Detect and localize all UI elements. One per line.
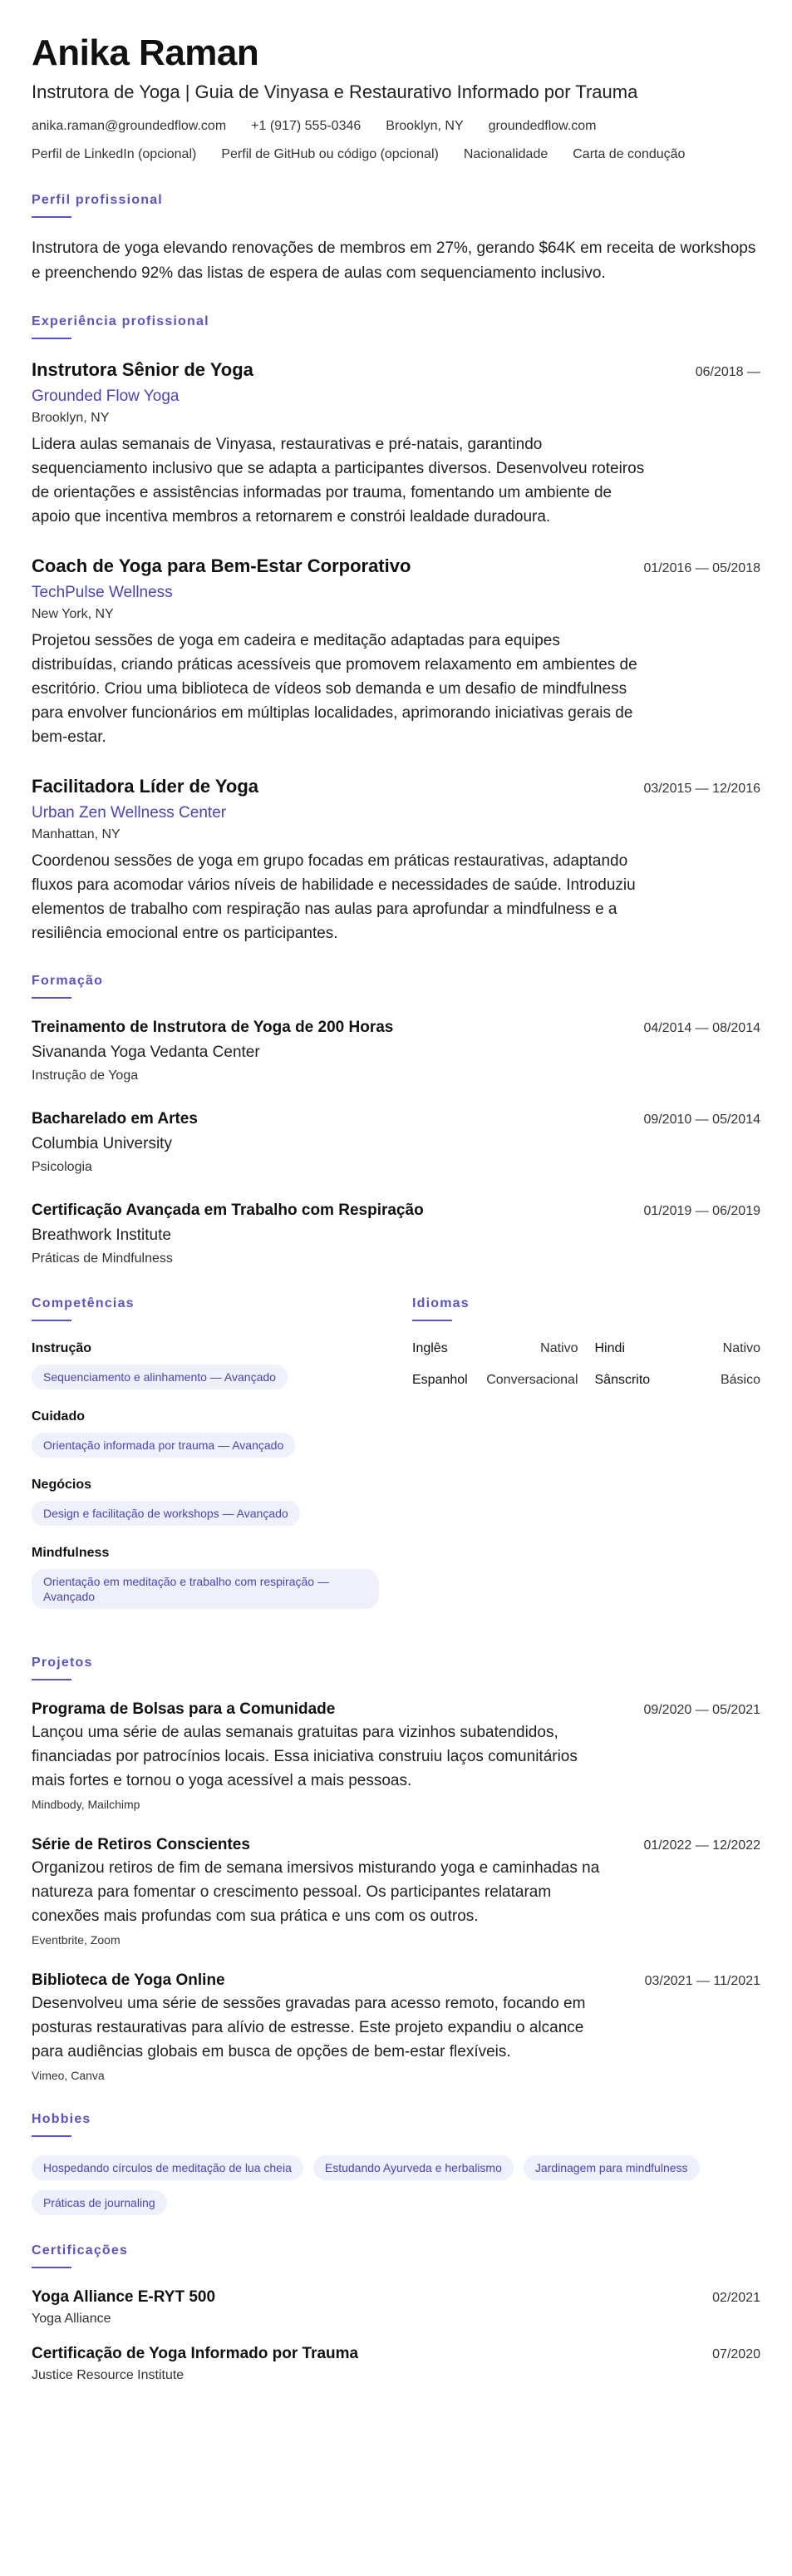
candidate-name: Anika Raman: [32, 32, 259, 73]
project-title: Biblioteca de Yoga Online: [32, 1971, 225, 1989]
skills-section: [32, 1296, 379, 1627]
project-tools: Eventbrite, Zoom: [32, 1933, 121, 1947]
job-description: Lidera aulas semanais de Vinyasa, restaurativas e pré-natais, garantindo sequenciamento inclusivo que se adapta a participantes diversos. Desenvolveu roteiros de orientações e assistências informadas por trauma, fomentando um ambiente de apoio que incentiva membros a retornarem e constrói lealdade duradoura.: [32, 436, 645, 526]
section-divider: [32, 1679, 71, 1680]
project-entry: [32, 1970, 760, 2084]
project-tools: Vimeo, Canva: [32, 2069, 105, 2082]
certification-title: Yoga Alliance E-RYT 500: [32, 2288, 216, 2306]
section-divider: [32, 338, 71, 339]
job-title: Instrutora Sênior de Yoga: [32, 359, 253, 380]
language-level: Conversacional: [486, 1373, 578, 1387]
resume-header: [32, 32, 760, 165]
language-name: Inglês: [412, 1341, 448, 1355]
contact-row-secondary: [32, 145, 760, 165]
language-item: [595, 1371, 761, 1389]
skill-pill: Sequenciamento e alinhamento — Avançado: [32, 1364, 288, 1389]
contact-nationality: Nacionalidade: [463, 147, 548, 161]
contact-linkedin[interactable]: Perfil de LinkedIn (opcional): [32, 147, 197, 161]
hobbies-list: [32, 2155, 760, 2215]
education-date: 01/2019 — 06/2019: [643, 1204, 760, 1218]
job-company: Grounded Flow Yoga: [32, 387, 180, 405]
job-date: 01/2016 — 05/2018: [643, 561, 760, 575]
skill-category: Negócios: [32, 1478, 92, 1492]
summary-section: [32, 193, 760, 286]
education-institution: Breathwork Institute: [32, 1226, 171, 1244]
hobbies-section: [32, 2112, 760, 2215]
skill-pill: Design e facilitação de workshops — Avançado: [32, 1501, 300, 1526]
education-section: [32, 974, 760, 1268]
education-title: Bacharelado em Artes: [32, 1110, 198, 1128]
section-divider: [32, 997, 71, 999]
education-field: Psicologia: [32, 1160, 92, 1174]
job-description: Coordenou sessões de yoga em grupo focadas em práticas restaurativas, adaptando fluxos para acomodar vários níveis de habilidade e necessidades de saúde. Introduziu elementos de trabalho com respiração nas aulas para aprofundar a mindfulness e a resiliência emocional entre os participantes.: [32, 852, 636, 942]
job-description: Projetou sessões de yoga em cadeira e meditação adaptadas para equipes distribuídas, criando práticas acessíveis que promovem relaxamento em ambientes de escritório. Criou uma biblioteca de vídeos sob demanda e um desafio de mindfulness para envolver funcionários em múltiplas localidades, aprimorando iniciativas gerais de bem-estar.: [32, 632, 637, 746]
section-title: Formação: [32, 974, 104, 988]
job-title: Coach de Yoga para Bem-Estar Corporativo: [32, 555, 411, 576]
language-item: [412, 1340, 578, 1358]
languages-grid: [412, 1340, 760, 1389]
certification-issuer: Justice Resource Institute: [32, 2368, 184, 2382]
section-divider: [32, 216, 71, 218]
certification-date: 07/2020: [712, 2347, 760, 2361]
job-location: New York, NY: [32, 607, 114, 621]
skill-category: Cuidado: [32, 1409, 85, 1424]
section-title: Projetos: [32, 1656, 93, 1670]
hobby-pill: Práticas de journaling: [32, 2190, 167, 2215]
section-title: Experiência profissional: [32, 314, 209, 328]
language-level: Nativo: [722, 1341, 760, 1355]
projects-section: [32, 1656, 760, 2084]
languages-section: [412, 1296, 760, 1627]
job-date: 06/2018 —: [695, 365, 760, 379]
skill-category: Mindfulness: [32, 1546, 110, 1560]
contact-phone[interactable]: +1 (917) 555-0346: [251, 119, 362, 133]
education-entry: [32, 1108, 760, 1177]
experience-section: [32, 314, 760, 945]
candidate-headline: Instrutora de Yoga | Guia de Vinyasa e Restaurativo Informado por Trauma: [32, 81, 638, 102]
certification-entry: [32, 2287, 760, 2328]
education-date: 09/2010 — 05/2014: [643, 1113, 760, 1127]
project-title: Série de Retiros Conscientes: [32, 1836, 250, 1853]
certification-entry: [32, 2343, 760, 2385]
project-tools: Mindbody, Mailchimp: [32, 1798, 140, 1811]
project-description: Lançou uma série de aulas semanais gratuitas para vizinhos subatendidos, financiadas por patrocínios locais. Essa iniciativa construiu laços comunitários mais fortes e tornou o yoga acessível a mais pessoas.: [32, 1724, 578, 1789]
skill-group: [32, 1544, 379, 1609]
language-item: [595, 1340, 761, 1358]
contact-website[interactable]: groundedflow.com: [488, 119, 597, 133]
contact-email[interactable]: anika.raman@groundedflow.com: [32, 119, 227, 133]
job-location: Manhattan, NY: [32, 827, 121, 841]
contact-row-primary: [32, 116, 760, 136]
skill-pill: Orientação informada por trauma — Avançado: [32, 1433, 295, 1458]
project-title: Programa de Bolsas para a Comunidade: [32, 1700, 336, 1718]
education-date: 04/2014 — 08/2014: [643, 1021, 760, 1035]
section-divider: [32, 2135, 71, 2137]
language-item: [412, 1371, 578, 1389]
contact-info: [32, 116, 760, 165]
project-date: 01/2022 — 12/2022: [643, 1838, 760, 1853]
section-title: Hobbies: [32, 2112, 91, 2126]
section-divider: [412, 1320, 452, 1321]
contact-driving-license: Carta de condução: [573, 147, 686, 161]
language-level: Básico: [720, 1373, 760, 1387]
project-description: Organizou retiros de fim de semana imersivos misturando yoga e caminhadas na natureza para fomentar o crescimento pessoal. Os participantes relataram conexões mais profundas com sua prática e uns com os outros.: [32, 1859, 600, 1925]
education-institution: Columbia University: [32, 1135, 172, 1152]
education-field: Práticas de Mindfulness: [32, 1251, 173, 1266]
education-title: Treinamento de Instrutora de Yoga de 200 Horas: [32, 1019, 394, 1036]
section-title: Competências: [32, 1296, 135, 1310]
language-name: Espanhol: [412, 1373, 468, 1387]
education-field: Instrução de Yoga: [32, 1068, 139, 1083]
certifications-section: [32, 2243, 760, 2385]
section-divider: [32, 1320, 71, 1321]
skill-group: [32, 1476, 379, 1526]
job-entry: [32, 554, 760, 749]
job-date: 03/2015 — 12/2016: [643, 782, 760, 796]
job-company: TechPulse Wellness: [32, 584, 173, 601]
job-title: Facilitadora Líder de Yoga: [32, 776, 259, 797]
certification-issuer: Yoga Alliance: [32, 2312, 111, 2326]
skill-category: Instrução: [32, 1341, 92, 1355]
job-entry: [32, 774, 760, 945]
section-title: Perfil profissional: [32, 193, 163, 207]
project-description: Desenvolveu uma série de sessões gravadas para acesso remoto, focando em posturas restaurativas para alívio de estresse. Este projeto expandiu o alcance para audiências globais em busca de opções de bem-estar flexíveis.: [32, 1995, 586, 2060]
language-name: Hindi: [594, 1341, 625, 1355]
contact-location: Brooklyn, NY: [386, 119, 464, 133]
skill-group: [32, 1340, 379, 1389]
section-title: Idiomas: [412, 1296, 470, 1310]
certification-title: Certificação de Yoga Informado por Trauma: [32, 2345, 359, 2362]
education-institution: Sivananda Yoga Vedanta Center: [32, 1044, 260, 1061]
hobby-pill: Jardinagem para mindfulness: [524, 2155, 700, 2180]
job-company: Urban Zen Wellness Center: [32, 804, 227, 822]
education-title: Certificação Avançada em Trabalho com Respiração: [32, 1202, 424, 1219]
language-level: Nativo: [540, 1341, 578, 1355]
project-entry: [32, 1699, 760, 1813]
language-name: Sânscrito: [594, 1373, 651, 1387]
section-title: Certificações: [32, 2243, 129, 2258]
certification-date: 02/2021: [712, 2291, 760, 2305]
hobby-pill: Estudando Ayurveda e herbalismo: [313, 2155, 514, 2180]
skills-languages-row: [32, 1296, 760, 1627]
contact-github[interactable]: Perfil de GitHub ou código (opcional): [221, 147, 439, 161]
project-date: 03/2021 — 11/2021: [644, 1974, 760, 1988]
hobby-pill: Hospedando círculos de meditação de lua cheia: [32, 2155, 303, 2180]
section-divider: [32, 2267, 71, 2268]
job-location: Brooklyn, NY: [32, 411, 110, 425]
skill-group: [32, 1408, 379, 1458]
project-date: 09/2020 — 05/2021: [643, 1703, 760, 1717]
job-entry: [32, 358, 760, 529]
education-entry: [32, 1017, 760, 1085]
skill-pill: Orientação em meditação e trabalho com respiração — Avançado: [32, 1569, 379, 1609]
project-entry: [32, 1834, 760, 1948]
summary-text: Instrutora de yoga elevando renovações de membros em 27%, gerando $64K em receita de workshops e preenchendo 92% das listas de espera de aulas com sequenciamento inclusivo.: [32, 239, 756, 282]
education-entry: [32, 1200, 760, 1268]
